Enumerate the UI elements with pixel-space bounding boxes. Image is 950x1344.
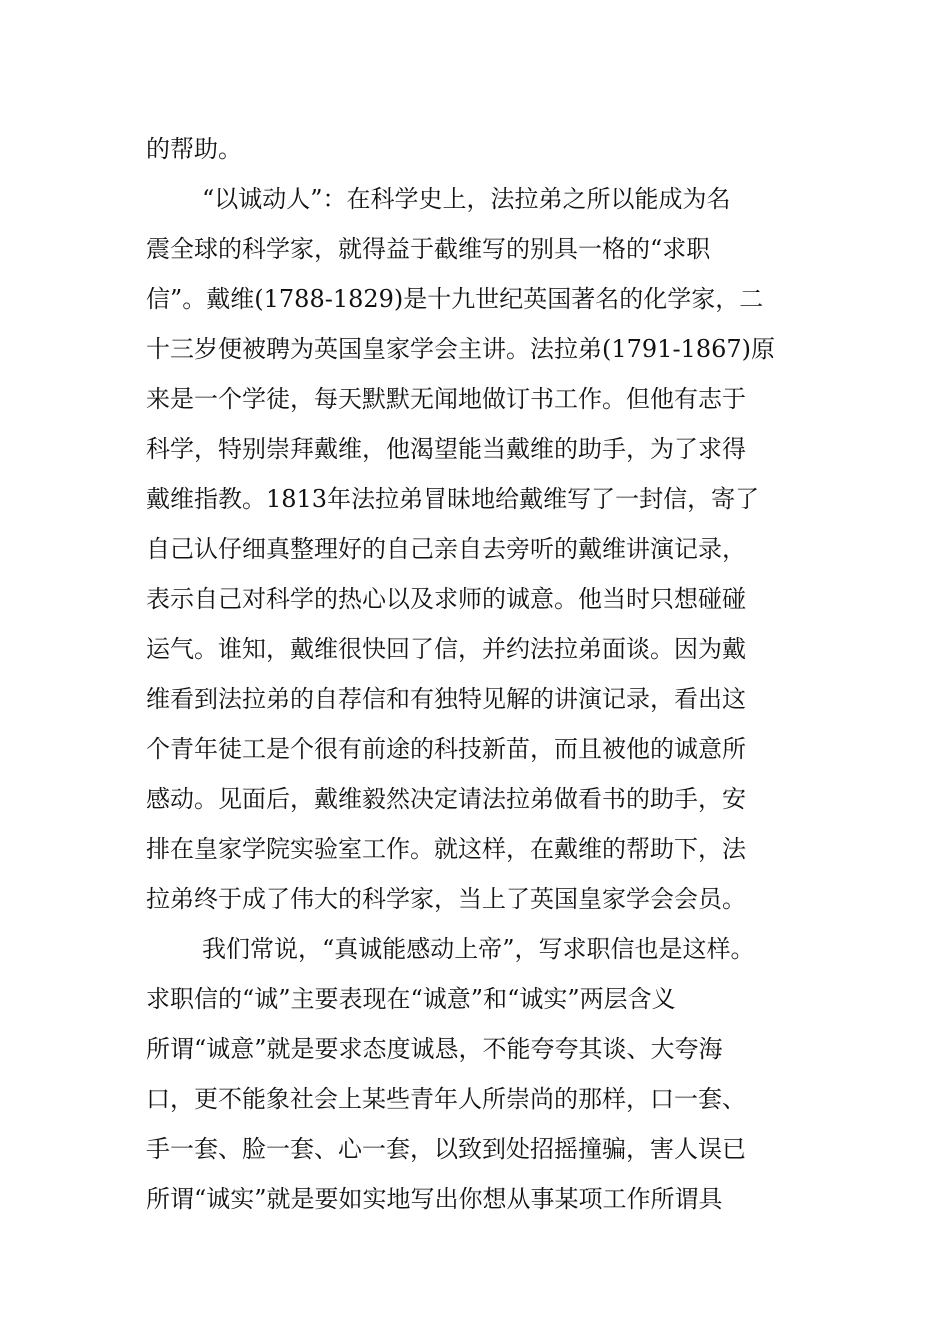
- text-line: 维看到法拉弟的自荐信和有独特见解的讲演记录，看出这: [146, 685, 746, 713]
- text-line: 自己认仔细真整理好的自己亲自去旁听的戴维讲演记录，: [146, 535, 746, 563]
- text-line: 个青年徒工是个很有前途的科技新苗，而且被他的诚意所: [146, 735, 746, 763]
- text-line: 手一套、脸一套、心一套，以致到处招摇撞骗，害人误已: [146, 1135, 746, 1163]
- text-line: 拉弟终于成了伟大的科学家，当上了英国皇家学会会员。: [146, 885, 746, 913]
- text-line: 十三岁便被聘为英国皇家学会主讲。法拉弟(1791-1867)原: [146, 335, 775, 363]
- paragraph-start-line: 我们常说，“真诚能感动上帝”，写求职信也是这样。: [202, 935, 755, 963]
- text-line: 感动。见面后，戴维毅然决定请法拉弟做看书的助手，安: [146, 785, 746, 813]
- text-line: 所谓“诚实”就是要如实地写出你想从事某项工作所谓具: [146, 1185, 723, 1213]
- text-line: 震全球的科学家，就得益于截维写的别具一格的“求职: [146, 235, 711, 263]
- paragraph-start-line: “以诚动人”：在科学史上，法拉弟之所以能成为名: [202, 185, 731, 213]
- text-line: 运气。谁知，戴维很快回了信，并约法拉弟面谈。因为戴: [146, 635, 746, 663]
- text-line: 科学，特别崇拜戴维，他渴望能当戴维的助手，为了求得: [146, 435, 746, 463]
- text-line: 求职信的“诚”主要表现在“诚意”和“诚实”两层含义: [146, 985, 676, 1013]
- body-text: [146, 124, 826, 1224]
- text-line: 所谓“诚意”就是要求态度诚恳，不能夸夸其谈、大夸海: [146, 1035, 723, 1063]
- text-line: 来是一个学徒，每天默默无闻地做订书工作。但他有志于: [146, 385, 746, 413]
- text-line: 的帮助。: [146, 135, 242, 163]
- text-line: 口，更不能象社会上某些青年人所崇尚的那样，口一套、: [146, 1085, 746, 1113]
- text-line: 表示自己对科学的热心以及求师的诚意。他当时只想碰碰: [146, 585, 746, 613]
- text-line: 戴维指教。1813年法拉弟冒昧地给戴维写了一封信，寄了: [146, 485, 760, 513]
- text-line: 信”。戴维(1788-1829)是十九世纪英国著名的化学家，二: [146, 285, 764, 313]
- text-line: 排在皇家学院实验室工作。就这样，在戴维的帮助下，法: [146, 835, 746, 863]
